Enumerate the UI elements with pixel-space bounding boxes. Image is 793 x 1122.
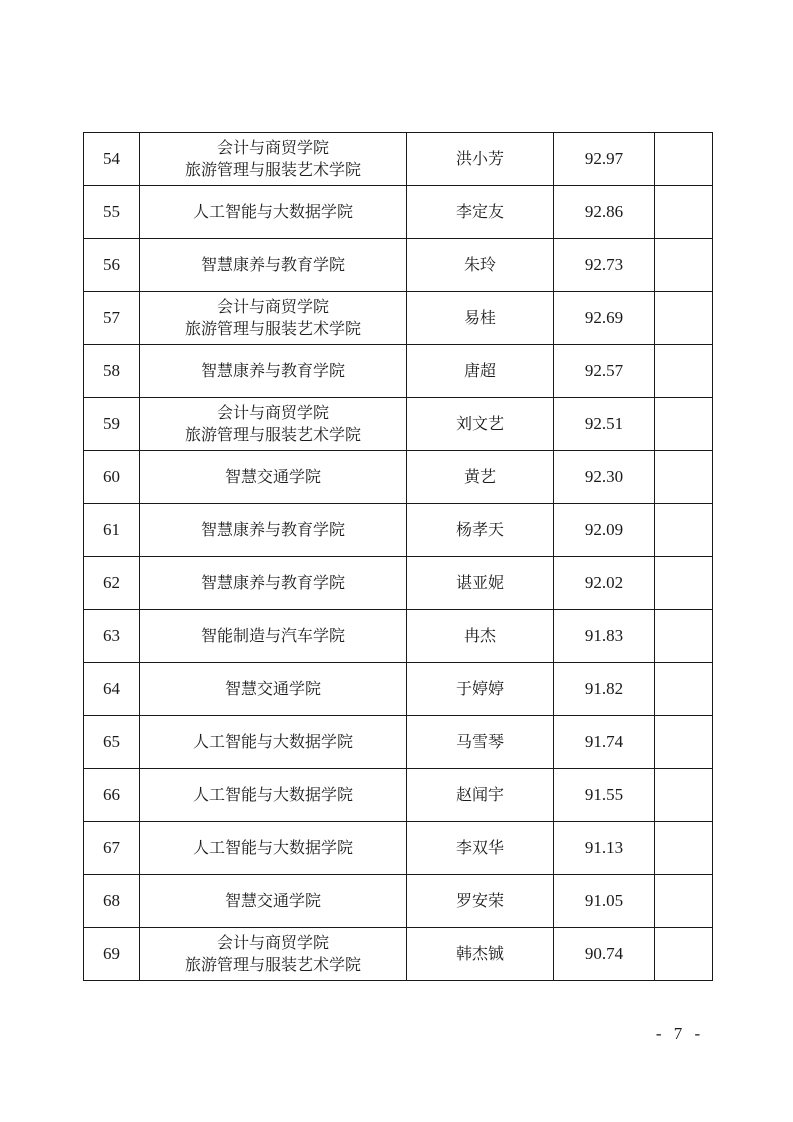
- score-cell: 91.05: [554, 875, 655, 928]
- college-cell: [140, 557, 407, 610]
- row-number-cell: 66: [84, 769, 140, 822]
- row-number-cell: 55: [84, 186, 140, 239]
- score-cell: 92.69: [554, 292, 655, 345]
- page-number: - 7 -: [655, 1024, 705, 1043]
- score-cell: 91.82: [554, 663, 655, 716]
- remark-cell: [655, 928, 713, 981]
- row-number-cell: 58: [84, 345, 140, 398]
- row-number-cell: 61: [84, 504, 140, 557]
- remark-cell: [655, 345, 713, 398]
- college-name: 人工智能与大数据学院: [192, 838, 353, 857]
- person-name-cell: 冉杰: [407, 610, 554, 663]
- college-name: 旅游管理与服装艺术学院: [184, 319, 361, 338]
- score-cell: 92.73: [554, 239, 655, 292]
- table-row: [84, 186, 713, 239]
- score-cell: 91.74: [554, 716, 655, 769]
- row-number-cell: 57: [84, 292, 140, 345]
- remark-cell: [655, 875, 713, 928]
- row-number-cell: 68: [84, 875, 140, 928]
- person-name-cell: 朱玲: [407, 239, 554, 292]
- person-name-cell: 罗安荣: [407, 875, 554, 928]
- person-name-cell: 于婷婷: [407, 663, 554, 716]
- college-name: 旅游管理与服装艺术学院: [184, 425, 361, 444]
- college-name: 智慧交通学院: [224, 679, 321, 698]
- remark-cell: [655, 451, 713, 504]
- table-row: [84, 716, 713, 769]
- row-number-cell: 56: [84, 239, 140, 292]
- college-cell: [140, 610, 407, 663]
- college-name: 人工智能与大数据学院: [192, 732, 353, 751]
- table-row: [84, 875, 713, 928]
- table-row: [84, 769, 713, 822]
- table-row: [84, 133, 713, 186]
- score-cell: 92.57: [554, 345, 655, 398]
- row-number-cell: 62: [84, 557, 140, 610]
- person-name-cell: 杨孝天: [407, 504, 554, 557]
- college-cell: [140, 398, 407, 451]
- table-row: [84, 504, 713, 557]
- college-name: 会计与商贸学院: [216, 297, 329, 316]
- college-cell: [140, 928, 407, 981]
- person-name-cell: 李定友: [407, 186, 554, 239]
- score-cell: 92.51: [554, 398, 655, 451]
- table-row: [84, 398, 713, 451]
- college-cell: [140, 451, 407, 504]
- college-name: 会计与商贸学院: [216, 933, 329, 952]
- person-name-cell: 黄艺: [407, 451, 554, 504]
- college-cell: [140, 822, 407, 875]
- college-cell: [140, 133, 407, 186]
- college-name: 智慧康养与教育学院: [200, 573, 345, 592]
- score-cell: 92.97: [554, 133, 655, 186]
- table-row: [84, 928, 713, 981]
- remark-cell: [655, 769, 713, 822]
- college-cell: [140, 716, 407, 769]
- score-cell: 92.02: [554, 557, 655, 610]
- college-cell: [140, 663, 407, 716]
- college-cell: [140, 186, 407, 239]
- score-cell: 92.09: [554, 504, 655, 557]
- college-name: 智能制造与汽车学院: [200, 626, 345, 645]
- score-cell: 91.55: [554, 769, 655, 822]
- remark-cell: [655, 557, 713, 610]
- table-row: [84, 292, 713, 345]
- score-cell: 90.74: [554, 928, 655, 981]
- table-row: [84, 610, 713, 663]
- remark-cell: [655, 186, 713, 239]
- row-number-cell: 69: [84, 928, 140, 981]
- remark-cell: [655, 239, 713, 292]
- row-number-cell: 59: [84, 398, 140, 451]
- remark-cell: [655, 292, 713, 345]
- remark-cell: [655, 716, 713, 769]
- row-number-cell: 65: [84, 716, 140, 769]
- college-name: 智慧交通学院: [224, 467, 321, 486]
- row-number-cell: 63: [84, 610, 140, 663]
- table-row: [84, 663, 713, 716]
- person-name-cell: 刘文艺: [407, 398, 554, 451]
- college-cell: [140, 345, 407, 398]
- college-name: 人工智能与大数据学院: [192, 202, 353, 221]
- row-number-cell: 67: [84, 822, 140, 875]
- table-row: [84, 345, 713, 398]
- person-name-cell: 韩杰铖: [407, 928, 554, 981]
- table-row: [84, 239, 713, 292]
- remark-cell: [655, 504, 713, 557]
- college-name: 智慧康养与教育学院: [200, 255, 345, 274]
- row-number-cell: 54: [84, 133, 140, 186]
- remark-cell: [655, 663, 713, 716]
- remark-cell: [655, 610, 713, 663]
- person-name-cell: 李双华: [407, 822, 554, 875]
- score-cell: 92.86: [554, 186, 655, 239]
- ranking-table: [83, 132, 713, 981]
- remark-cell: [655, 133, 713, 186]
- score-cell: 91.83: [554, 610, 655, 663]
- college-name: 会计与商贸学院: [216, 138, 329, 157]
- ranking-table-body: [84, 133, 713, 981]
- college-name: 会计与商贸学院: [216, 403, 329, 422]
- person-name-cell: 赵闻宇: [407, 769, 554, 822]
- college-cell: [140, 769, 407, 822]
- college-cell: [140, 875, 407, 928]
- college-cell: [140, 239, 407, 292]
- person-name-cell: 谌亚妮: [407, 557, 554, 610]
- person-name-cell: 洪小芳: [407, 133, 554, 186]
- score-cell: 91.13: [554, 822, 655, 875]
- college-name: 旅游管理与服装艺术学院: [184, 160, 361, 179]
- remark-cell: [655, 822, 713, 875]
- score-cell: 92.30: [554, 451, 655, 504]
- college-name: 旅游管理与服装艺术学院: [184, 955, 361, 974]
- person-name-cell: 唐超: [407, 345, 554, 398]
- table-row: [84, 557, 713, 610]
- table-row: [84, 451, 713, 504]
- row-number-cell: 64: [84, 663, 140, 716]
- person-name-cell: 易桂: [407, 292, 554, 345]
- college-cell: [140, 292, 407, 345]
- college-name: 人工智能与大数据学院: [192, 785, 353, 804]
- college-name: 智慧康养与教育学院: [200, 361, 345, 380]
- college-name: 智慧康养与教育学院: [200, 520, 345, 539]
- row-number-cell: 60: [84, 451, 140, 504]
- person-name-cell: 马雪琴: [407, 716, 554, 769]
- college-cell: [140, 504, 407, 557]
- remark-cell: [655, 398, 713, 451]
- college-name: 智慧交通学院: [224, 891, 321, 910]
- table-row: [84, 822, 713, 875]
